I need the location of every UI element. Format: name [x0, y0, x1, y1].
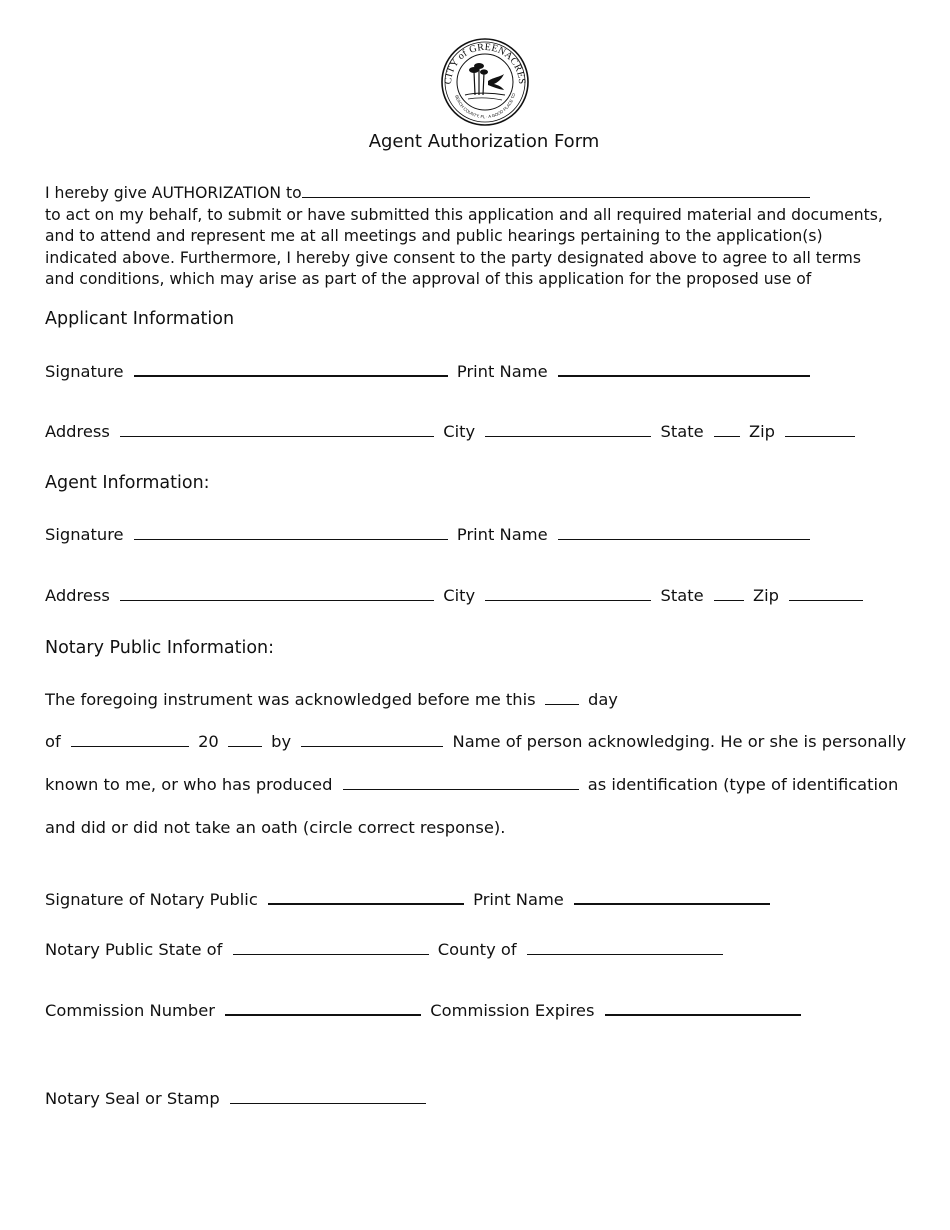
- applicant-print-name-label: Print Name: [456, 362, 548, 381]
- notary-of-label: of: [45, 732, 61, 751]
- applicant-signature-row: [45, 361, 810, 381]
- notary-acknowledgment-line-3: [45, 775, 898, 794]
- applicant-city-field[interactable]: [485, 422, 651, 437]
- agent-zip-field[interactable]: [789, 586, 863, 601]
- agent-signature-field[interactable]: [134, 525, 448, 540]
- notary-year-field[interactable]: [228, 732, 262, 747]
- applicant-address-field[interactable]: [120, 422, 434, 437]
- agent-print-name-field[interactable]: [558, 525, 810, 540]
- notary-seal-label: Notary Seal or Stamp: [45, 1089, 220, 1108]
- notary-signature-label: Signature of Notary Public: [45, 890, 258, 909]
- notary-commission-row: [45, 1000, 801, 1020]
- applicant-state-label: State: [660, 422, 704, 441]
- notary-acknowledgment-line-2: [45, 732, 906, 751]
- agent-state-field[interactable]: [714, 586, 744, 601]
- notary-by-label: by: [271, 732, 292, 751]
- agent-address-row: [45, 586, 863, 605]
- agent-state-label: State: [660, 586, 704, 605]
- notary-state-county-row: [45, 940, 723, 959]
- commission-expires-field[interactable]: [605, 1000, 801, 1016]
- agent-zip-label: Zip: [753, 586, 780, 605]
- notary-state-label: Notary Public State of: [45, 940, 223, 959]
- applicant-zip-label: Zip: [749, 422, 776, 441]
- applicant-print-name-field[interactable]: [558, 361, 810, 377]
- notary-day-label: day: [587, 690, 618, 709]
- notary-line1-text: The foregoing instrument was acknowledged before me this: [45, 690, 536, 709]
- notary-line2-rest: Name of person acknowledging. He or she is personally: [452, 732, 907, 751]
- agent-address-field[interactable]: [120, 586, 434, 601]
- notary-month-field[interactable]: [71, 732, 189, 747]
- notary-seal-field[interactable]: [230, 1089, 426, 1104]
- applicant-address-row: [45, 422, 855, 441]
- notary-line3-text: known to me, or who has produced: [45, 775, 333, 794]
- notary-seal-row: [45, 1089, 426, 1108]
- applicant-city-label: City: [443, 422, 476, 441]
- agent-address-label: Address: [45, 586, 110, 605]
- applicant-state-field[interactable]: [714, 422, 740, 437]
- applicant-address-label: Address: [45, 422, 110, 441]
- notary-line3-rest: as identification (type of identification: [587, 775, 899, 794]
- applicant-signature-label: Signature: [45, 362, 124, 381]
- svg-text:CITY of GREENACRES: CITY of GREENACRES: [442, 41, 528, 85]
- notary-acknowledgment-line-1: [45, 690, 618, 709]
- svg-text:PALM BEACH COUNTY, FL · A GOOD: BEACH COUNTY, FL · A GOOD PLACE TO: [454, 92, 517, 120]
- notary-heading: Notary Public Information:: [45, 638, 275, 658]
- authorization-line: to act on my behalf, to submit or have submitted this application and all required material and documents,: [45, 205, 883, 224]
- commission-number-field[interactable]: [225, 1000, 421, 1016]
- notary-identification-field[interactable]: [343, 775, 579, 790]
- city-seal-logo: [438, 37, 532, 127]
- notary-county-field[interactable]: [527, 940, 723, 955]
- notary-day-field[interactable]: [545, 690, 579, 705]
- notary-county-label: County of: [437, 940, 517, 959]
- applicant-zip-field[interactable]: [785, 422, 855, 437]
- agent-signature-label: Signature: [45, 525, 124, 544]
- notary-signature-row: [45, 889, 770, 909]
- authorization-paragraph: [45, 183, 925, 291]
- notary-year-prefix: 20: [198, 732, 219, 751]
- agent-signature-row: [45, 525, 810, 544]
- agent-print-name-label: Print Name: [456, 525, 548, 544]
- agent-heading: Agent Information:: [45, 473, 210, 493]
- form-title: Agent Authorization Form: [368, 131, 600, 152]
- commission-expires-label: Commission Expires: [430, 1001, 595, 1020]
- notary-acknowledger-field[interactable]: [301, 732, 443, 747]
- notary-print-name-field[interactable]: [574, 889, 770, 905]
- agent-city-field[interactable]: [485, 586, 651, 601]
- applicant-signature-field[interactable]: [134, 361, 448, 377]
- authorization-line: and to attend and represent me at all meetings and public hearings pertaining to the application(s): [45, 227, 823, 245]
- notary-print-name-label: Print Name: [473, 890, 564, 909]
- agent-city-label: City: [443, 586, 476, 605]
- notary-state-field[interactable]: [233, 940, 429, 955]
- applicant-heading: Applicant Information: [45, 309, 235, 329]
- authorization-line: and conditions, which may arise as part of the approval of this application for the proposed use of: [45, 270, 812, 288]
- notary-signature-field[interactable]: [268, 889, 464, 905]
- authorization-line: indicated above. Furthermore, I hereby give consent to the party designated above to agree to all terms: [45, 248, 861, 267]
- notary-line4-text: and did or did not take an oath (circle correct response).: [45, 818, 506, 837]
- authorization-lead: I hereby give AUTHORIZATION to: [45, 184, 302, 202]
- commission-number-label: Commission Number: [45, 1001, 215, 1020]
- authorized-agent-field[interactable]: [302, 183, 810, 198]
